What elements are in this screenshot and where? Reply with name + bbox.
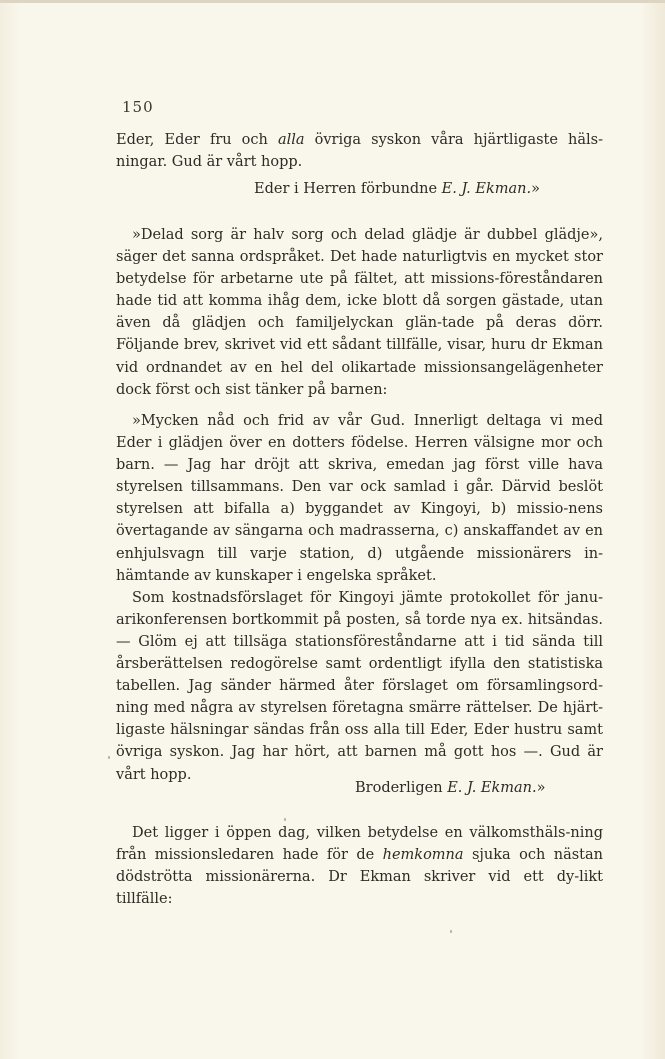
greeting-emphasis: alla <box>277 132 305 148</box>
paragraph-sorrow-joy <box>116 224 603 401</box>
signature-1-name: E. J. Ekman. <box>441 181 532 197</box>
signature-1 <box>254 178 540 200</box>
paragraph-letter-body-cont: Som kostnadsförslaget för Kingoyi jämte protokollet för janu-arikonferensen bortkommit på posten, så torde nya ex. hitsändas. — Glöm ej att tillsäga stationsföreståndarne att i tid sända till årsberättelsen redogörelse samt ordentligt ifylla den statistiska tabellen. Jag sänder härmed åter förslaget om församlingsord-ning med några av styrelsen företagna smärre rättelser. De hjärt-ligaste hälsningar sändas från oss alla till Eder, Eder hustru samt övriga syskon. Jag har hört, att barnen må gott hos —. Gud är vårt hopp. <box>116 589 603 783</box>
paragraph-greeting <box>116 129 603 173</box>
signature-1-suffix: » <box>531 181 540 197</box>
paper-speck <box>284 818 286 821</box>
paragraph-letter-body <box>116 410 603 786</box>
welcome-text-2: sjuka och nästan dödströtta missionärerna. Dr Ekman skriver vid ett dy-likt tillfälle: <box>116 847 603 908</box>
greeting-text-1: Eder, Eder fru och <box>116 132 278 148</box>
paper-speck <box>108 756 110 759</box>
welcome-emphasis: hemkomna <box>382 847 464 864</box>
greeting-text-2: övriga syskon våra hjärtligaste häls-ningar. Gud är vårt hopp. <box>116 132 603 171</box>
signature-2-name: E. J. Ekman. <box>447 780 537 796</box>
page-number: 150 <box>122 98 154 116</box>
signature-2-prefix: Broderligen <box>355 780 448 796</box>
signature-1-prefix: Eder i Herren förbundne <box>254 181 442 197</box>
paragraph-letter-body-text: »Mycken nåd och frid av vår Gud. Innerligt deltaga vi med Eder i glädjen över en dotters födelse. Herren välsigne mor och barn. — Jag har dröjt att skriva, emedan jag först ville hava styrelsen tillsammans. Den var ock samlad i går. Därvid beslöt styrelsen att bifalla a) byggandet av Kingoyi, b) missio-nens övertagande av sängarna och madrasserna, c) anskaffandet av en enhjulsvagn till varje station, d) utgående missionärers in-hämtande av kunskaper i engelska språket. <box>116 413 603 584</box>
page-top-edge <box>0 0 665 3</box>
paragraph-sorrow-joy-text: »Delad sorg är halv sorg och delad glädje är dubbel glädje», säger det sanna ordspråket. Det hade naturligtvis en mycket stor betydelse för arbetarne ute på fältet, att missions-föreståndaren hade tid att komma ihåg dem, icke blott då sorgen gästade, utan även då glädjen och familjelyckan glän-tade på deras dörr. Följande brev, skrivet vid ett sådant tillfälle, visar, huru dr Ekman vid ordnandet av en hel del olikartade missionsangelägenheter dock först och sist tänker på barnen: <box>116 227 603 398</box>
signature-2-suffix: » <box>536 780 546 796</box>
signature-2 <box>355 777 546 799</box>
paragraph-welcome <box>116 822 603 910</box>
welcome-text-1: Det ligger i öppen dag, vilken betydelse en välkomsthäls-ning från missionsledaren hade för de <box>116 825 603 864</box>
paper-speck <box>450 930 452 933</box>
